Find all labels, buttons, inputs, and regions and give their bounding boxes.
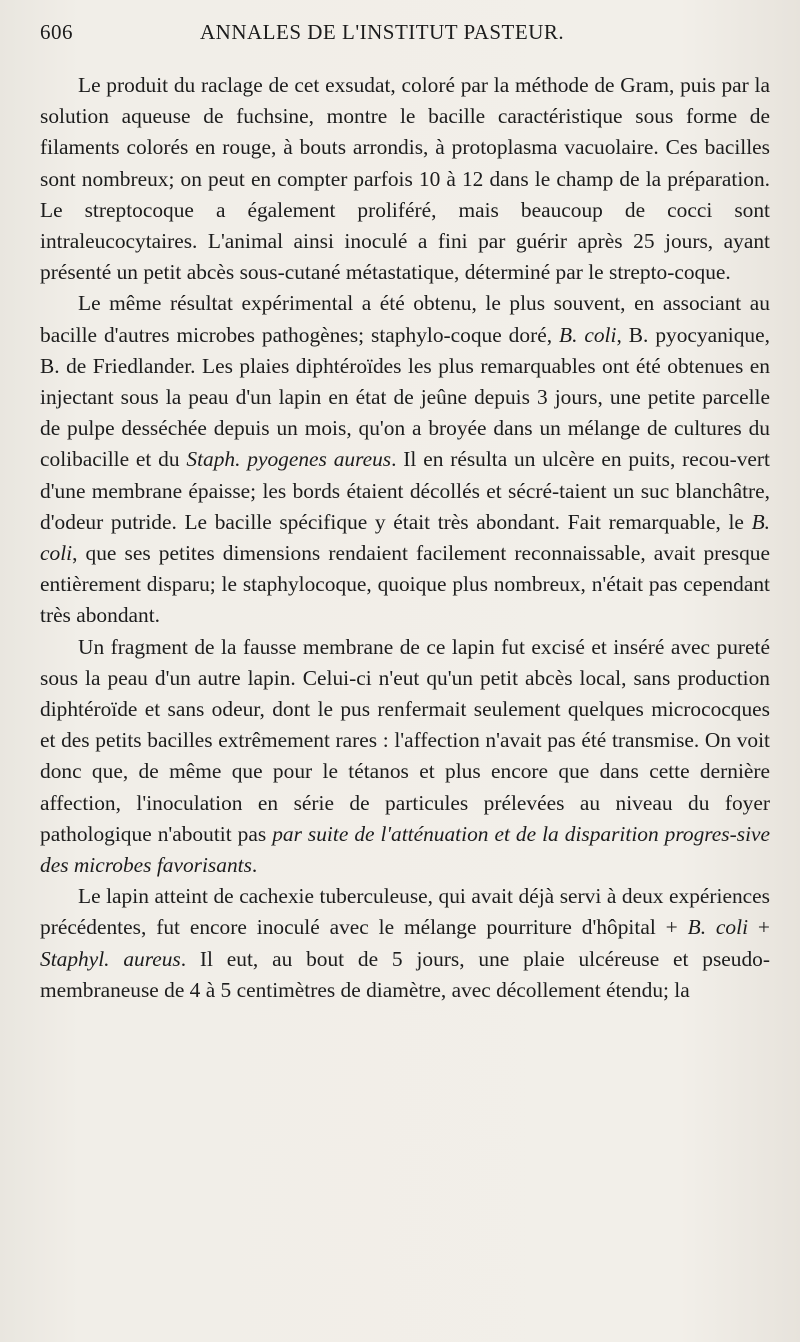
paragraph-3-text-1: Un fragment de la fausse membrane de ce lapin fut excisé et inséré avec pureté sous la peau d'un autre lapin. Celui-ci n'eut qu'un petit abcès local, sans production diphtéroïde et sans odeur, dont le pus renfermait seulement quelques micrococques et des petits bacilles extrêmement rares : l'affection n'avait pas été transmise. On voit donc que, de même que pour le tétanos et plus encore que dans cette dernière affection, l'inoculation en série de particules prélevées au niveau du foyer pathologique n'aboutit pas (40, 634, 770, 846)
paragraph-2-text-3: . Il en résulta un ulcère en puits, recou-vert d'une membrane épaisse; les bords étaient décollés et sécré-taient un suc blanchâtre, d'odeur putride. Le bacille spécifique y était très abondant. Fait remarquable, le (40, 447, 770, 534)
paragraph-2-italic-3: B. coli (40, 509, 770, 566)
paragraph-2-italic-2: Staph. pyogenes aureus (186, 447, 392, 472)
paragraph-4-italic-2: Staphyl. aureus (40, 946, 181, 971)
paragraph-4-text-1: Le lapin atteint de cachexie tuberculeuse, qui avait déjà servi à deux expériences précédentes, fut encore inoculé avec le mélange pourriture d'hôpital + (40, 884, 770, 940)
paragraph-2 (40, 288, 770, 631)
paragraph-2-text-4: , que ses petites dimensions rendaient facilement reconnaissable, avait presque entièrement disparu; le staphylocoque, quoique plus nombreux, n'était pas cependant très abondant. (40, 541, 770, 628)
paragraph-4-italic-1: B. coli (687, 915, 749, 940)
page-number: 606 (40, 20, 73, 44)
paragraph-2-italic-1: B. coli (559, 322, 617, 347)
running-title: ANNALES DE L'INSTITUT PASTEUR. (200, 20, 565, 44)
paragraph-1: Le produit du raclage de cet exsudat, coloré par la méthode de Gram, puis par la solution aqueuse de fuchsine, montre le bacille caractéristique sous forme de filaments colorés en rouge, à bouts arrondis, à protoplasma vacuolaire. Ces bacilles sont nombreux; on peut en compter parfois 10 à 12 dans le champ de la préparation. Le streptocoque a également proliféré, mais beaucoup de cocci sont intraleucocytaires. L'animal ainsi inoculé a fini par guérir après 25 jours, ayant présenté un petit abcès sous-cutané métastatique, déterminé par le strepto-coque. (40, 73, 770, 285)
paragraph-3-text-2: . (251, 853, 258, 878)
paragraph-3-italic-1: par suite de l'atténuation et de la disparition progres-sive des microbes favorisants (40, 821, 770, 878)
paragraph-4-text-2: + (748, 915, 770, 940)
paragraph-2-text-2: , B. pyocyanique, B. de Friedlander. Les plaies diphtéroïdes les plus remarquables ont été obtenues en injectant sous la peau d'un lapin en état de jeûne depuis 3 jours, une petite parcelle de pulpe desséchée depuis un mois, qu'on a broyée dans un mélange de cultures du colibacille et du (40, 322, 770, 472)
paragraph-4-text-3: . Il eut, au bout de 5 jours, une plaie ulcéreuse et pseudo-membraneuse de 4 à 5 centimètres de diamètre, avec décollement étendu; la (40, 946, 771, 1002)
paragraph-2-text-1: Le même résultat expérimental a été obtenu, le plus souvent, en associant au bacille d'autres microbes pathogènes; staphylo-coque doré, (40, 291, 770, 347)
running-header (40, 14, 770, 54)
paragraph-3 (40, 632, 770, 882)
body-text (40, 70, 770, 1006)
paragraph-4 (40, 881, 770, 1006)
